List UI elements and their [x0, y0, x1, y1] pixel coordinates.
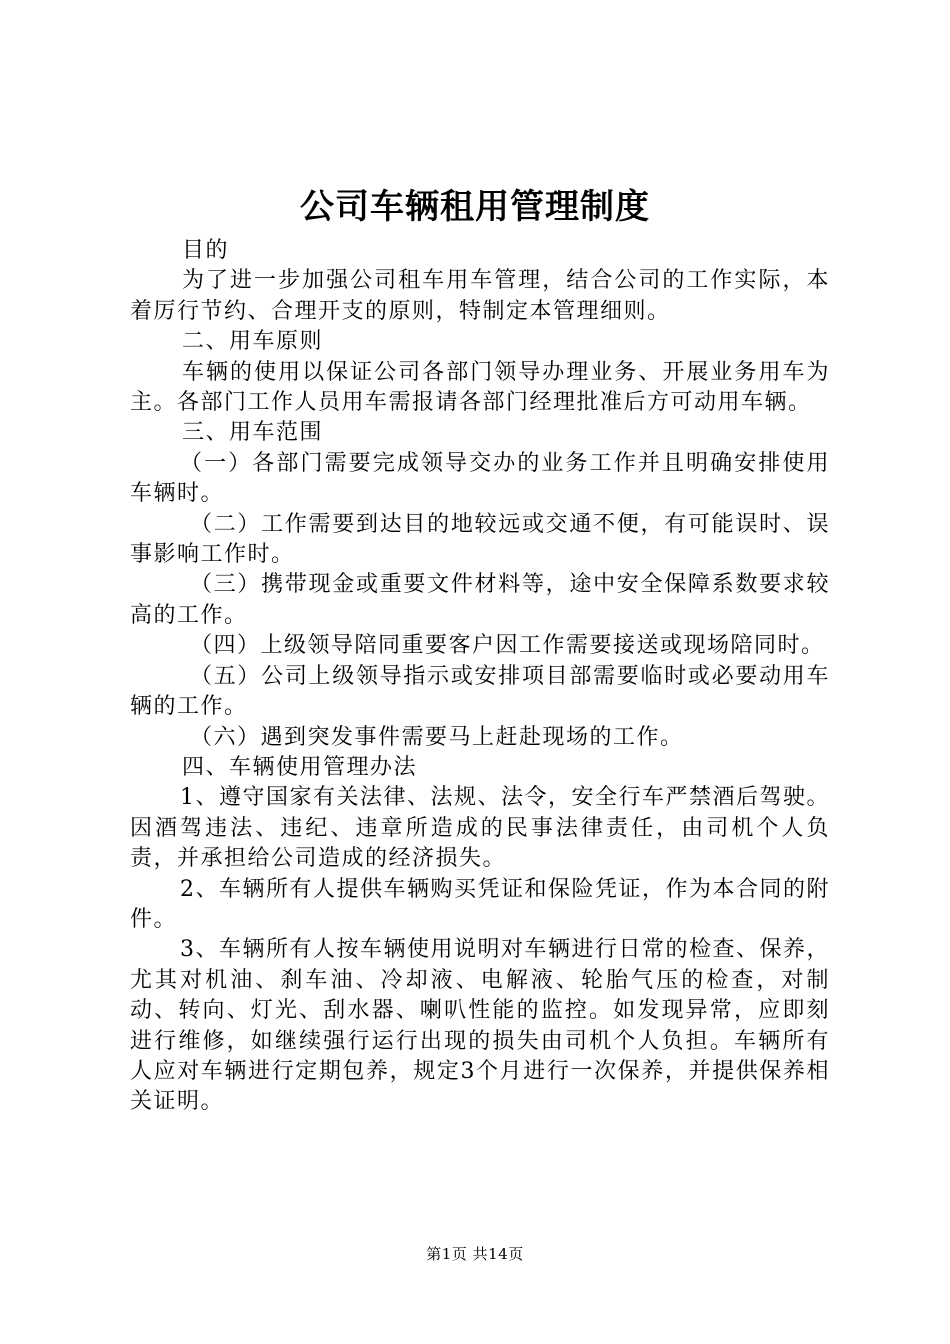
- paragraph-heading-purpose: 目的: [182, 238, 230, 263]
- paragraph-body: 为了进一步加强公司租车用车管理，结合公司的工作实际，本着厉行节约、合理开支的原则，特制定本管理细则。: [130, 268, 830, 324]
- numbered-item: 3、车辆所有人按车辆使用说明对车辆进行日常的检查、保养，尤其对机油、刹车油、冷却液、电解液、轮胎气压的检查，对制动、转向、灯光、刮水器、喇叭性能的监控。如发现异常，应即刻进行维修，如继续强行运行出现的损失由司机个人负担。车辆所有人应对车辆进行定期包养，规定3个月进行一次保养，并提供保养相关证明。: [130, 937, 830, 1115]
- numbered-item: 1、遵守国家有关法律、法规、法令，安全行车严禁酒后驾驶。因酒驾违法、违纪、违章所造成的民事法律责任，由司机个人负责，并承担给公司造成的经济损失。: [130, 785, 830, 872]
- document-title: 公司车辆租用管理制度: [300, 187, 650, 227]
- paragraph-body: 车辆的使用以保证公司各部门领导办理业务、开展业务用车为主。各部门工作人员用车需报请各部门经理批准后方可动用车辆。: [130, 359, 830, 416]
- paragraph-heading-principle: 二、用车原则: [182, 329, 324, 355]
- page-footer: 第1页 共14页: [426, 1245, 524, 1263]
- scope-item: （四）上级领导陪同重要客户因工作需要接送或现场陪同时。: [190, 633, 825, 659]
- paragraph-heading-management: 四、车辆使用管理办法: [182, 754, 418, 780]
- scope-item: （六）遇到突发事件需要马上赶赴现场的工作。: [190, 724, 684, 750]
- scope-item: （一）各部门需要完成领导交办的业务工作并且明确安排使用车辆时。: [130, 450, 830, 507]
- numbered-item: 2、车辆所有人提供车辆购买凭证和保险凭证，作为本合同的附件。: [130, 876, 830, 932]
- scope-item: （二）工作需要到达目的地较远或交通不便，有可能误时、误事影响工作时。: [130, 511, 830, 568]
- document-body: [130, 236, 830, 1118]
- paragraph-heading-scope: 三、用车范围: [182, 420, 324, 446]
- scope-item: （五）公司上级领导指示或安排项目部需要临时或必要动用车辆的工作。: [130, 663, 830, 720]
- scope-item: （三）携带现金或重要文件材料等，途中安全保障系数要求较高的工作。: [130, 572, 830, 628]
